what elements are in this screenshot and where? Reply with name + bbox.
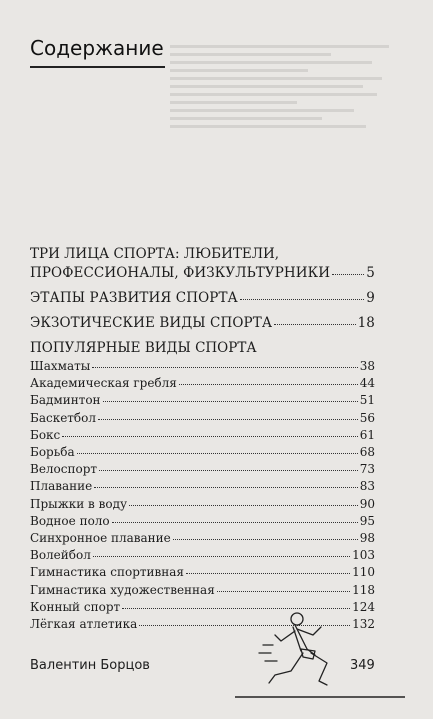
toc-item-page: 90 (359, 496, 375, 511)
dot-leader (99, 461, 358, 471)
toc-section-1-line1: ТРИ ЛИЦА СПОРТА: ЛЮБИТЕЛИ, (30, 246, 280, 262)
toc-item-title: Баскетбол (30, 410, 97, 425)
toc-section-1 (30, 264, 375, 283)
page-number: 349 (350, 658, 375, 673)
toc-item-title: Борьба (30, 445, 75, 460)
dot-leader (112, 513, 358, 523)
dot-leader (129, 496, 358, 506)
dot-leader (274, 314, 355, 325)
toc-item-page: 103 (352, 548, 375, 563)
toc-item-title: Академическая гребля (30, 376, 177, 391)
toc-item (30, 410, 375, 427)
toc-item (30, 496, 375, 513)
toc-item-title: Лёгкая атлетика (30, 617, 138, 632)
author-name: Валентин Борцов (30, 658, 150, 673)
toc-section-title: ПРОФЕССИОНАЛЫ, ФИЗКУЛЬТУРНИКИ (30, 265, 331, 281)
toc-item-page: 132 (352, 617, 375, 632)
toc-item-title: Велоспорт (30, 462, 98, 477)
toc-item-page: 73 (359, 462, 375, 477)
toc-item (30, 582, 375, 599)
toc-item (30, 513, 375, 530)
toc-item (30, 564, 375, 581)
toc-item-page: 98 (359, 531, 375, 546)
toc-item-title: Плавание (30, 479, 93, 494)
table-of-contents (30, 245, 375, 633)
toc-item-title: Гимнастика спортивная (30, 565, 184, 580)
toc-item-title: Водное поло (30, 513, 110, 528)
toc-section-3 (30, 314, 375, 333)
toc-section-title: ЭТАПЫ РАЗВИТИЯ СПОРТА (30, 290, 238, 306)
toc-item-title: Прыжки в воду (30, 496, 128, 511)
toc-item-page: 38 (359, 359, 375, 373)
toc-item-title: Бокс (30, 427, 61, 442)
toc-item-page: 51 (359, 393, 375, 408)
dot-leader (173, 530, 358, 540)
toc-item-page: 44 (359, 376, 375, 391)
page-title: Содержание (30, 36, 164, 60)
toc-item (30, 461, 375, 478)
toc-item-page: 83 (359, 479, 375, 494)
dot-leader (62, 427, 357, 437)
toc-item (30, 478, 375, 495)
toc-item-title: Синхронное плавание (30, 531, 171, 546)
dot-leader (217, 582, 350, 592)
dot-leader (93, 547, 350, 557)
toc-item-title: Бадминтон (30, 393, 101, 408)
toc-item (30, 427, 375, 444)
toc-item-title: Волейбол (30, 548, 91, 563)
toc-item-page: 124 (352, 599, 375, 614)
toc-item-page: 61 (359, 427, 375, 442)
toc-item-page: 68 (359, 445, 375, 460)
toc-item (30, 375, 375, 392)
toc-item-page: 110 (352, 565, 375, 580)
runner-illustration-icon (235, 605, 405, 705)
dot-leader (186, 564, 350, 574)
dot-leader (94, 478, 357, 488)
toc-item-title: Гимнастика художественная (30, 582, 215, 597)
dot-leader (77, 444, 358, 454)
toc-item (30, 444, 375, 461)
toc-item (30, 358, 375, 375)
toc-section-title: ЭКЗОТИЧЕСКИЕ ВИДЫ СПОРТА (30, 315, 273, 331)
dot-leader (179, 375, 358, 385)
toc-group-title: ПОПУЛЯРНЫЕ ВИДЫ СПОРТА (30, 340, 257, 356)
title-underline (30, 66, 165, 68)
toc-page-number: 18 (357, 315, 375, 331)
dot-leader (103, 392, 358, 402)
toc-item-page: 95 (359, 513, 375, 528)
bleed-through-text (170, 40, 400, 205)
dot-leader (92, 358, 357, 368)
dot-leader (240, 289, 364, 300)
toc-page-number: 5 (366, 265, 375, 281)
toc-section-2 (30, 289, 375, 308)
toc-item-page: 118 (352, 582, 375, 597)
toc-item-title: Конный спорт (30, 599, 121, 614)
toc-item (30, 530, 375, 547)
dot-leader (332, 264, 364, 275)
toc-page-number: 9 (366, 290, 375, 306)
toc-item (30, 547, 375, 564)
dot-leader (98, 410, 358, 420)
toc-item-title: Шахматы (30, 359, 91, 373)
toc-item (30, 392, 375, 409)
toc-item-page: 56 (359, 410, 375, 425)
